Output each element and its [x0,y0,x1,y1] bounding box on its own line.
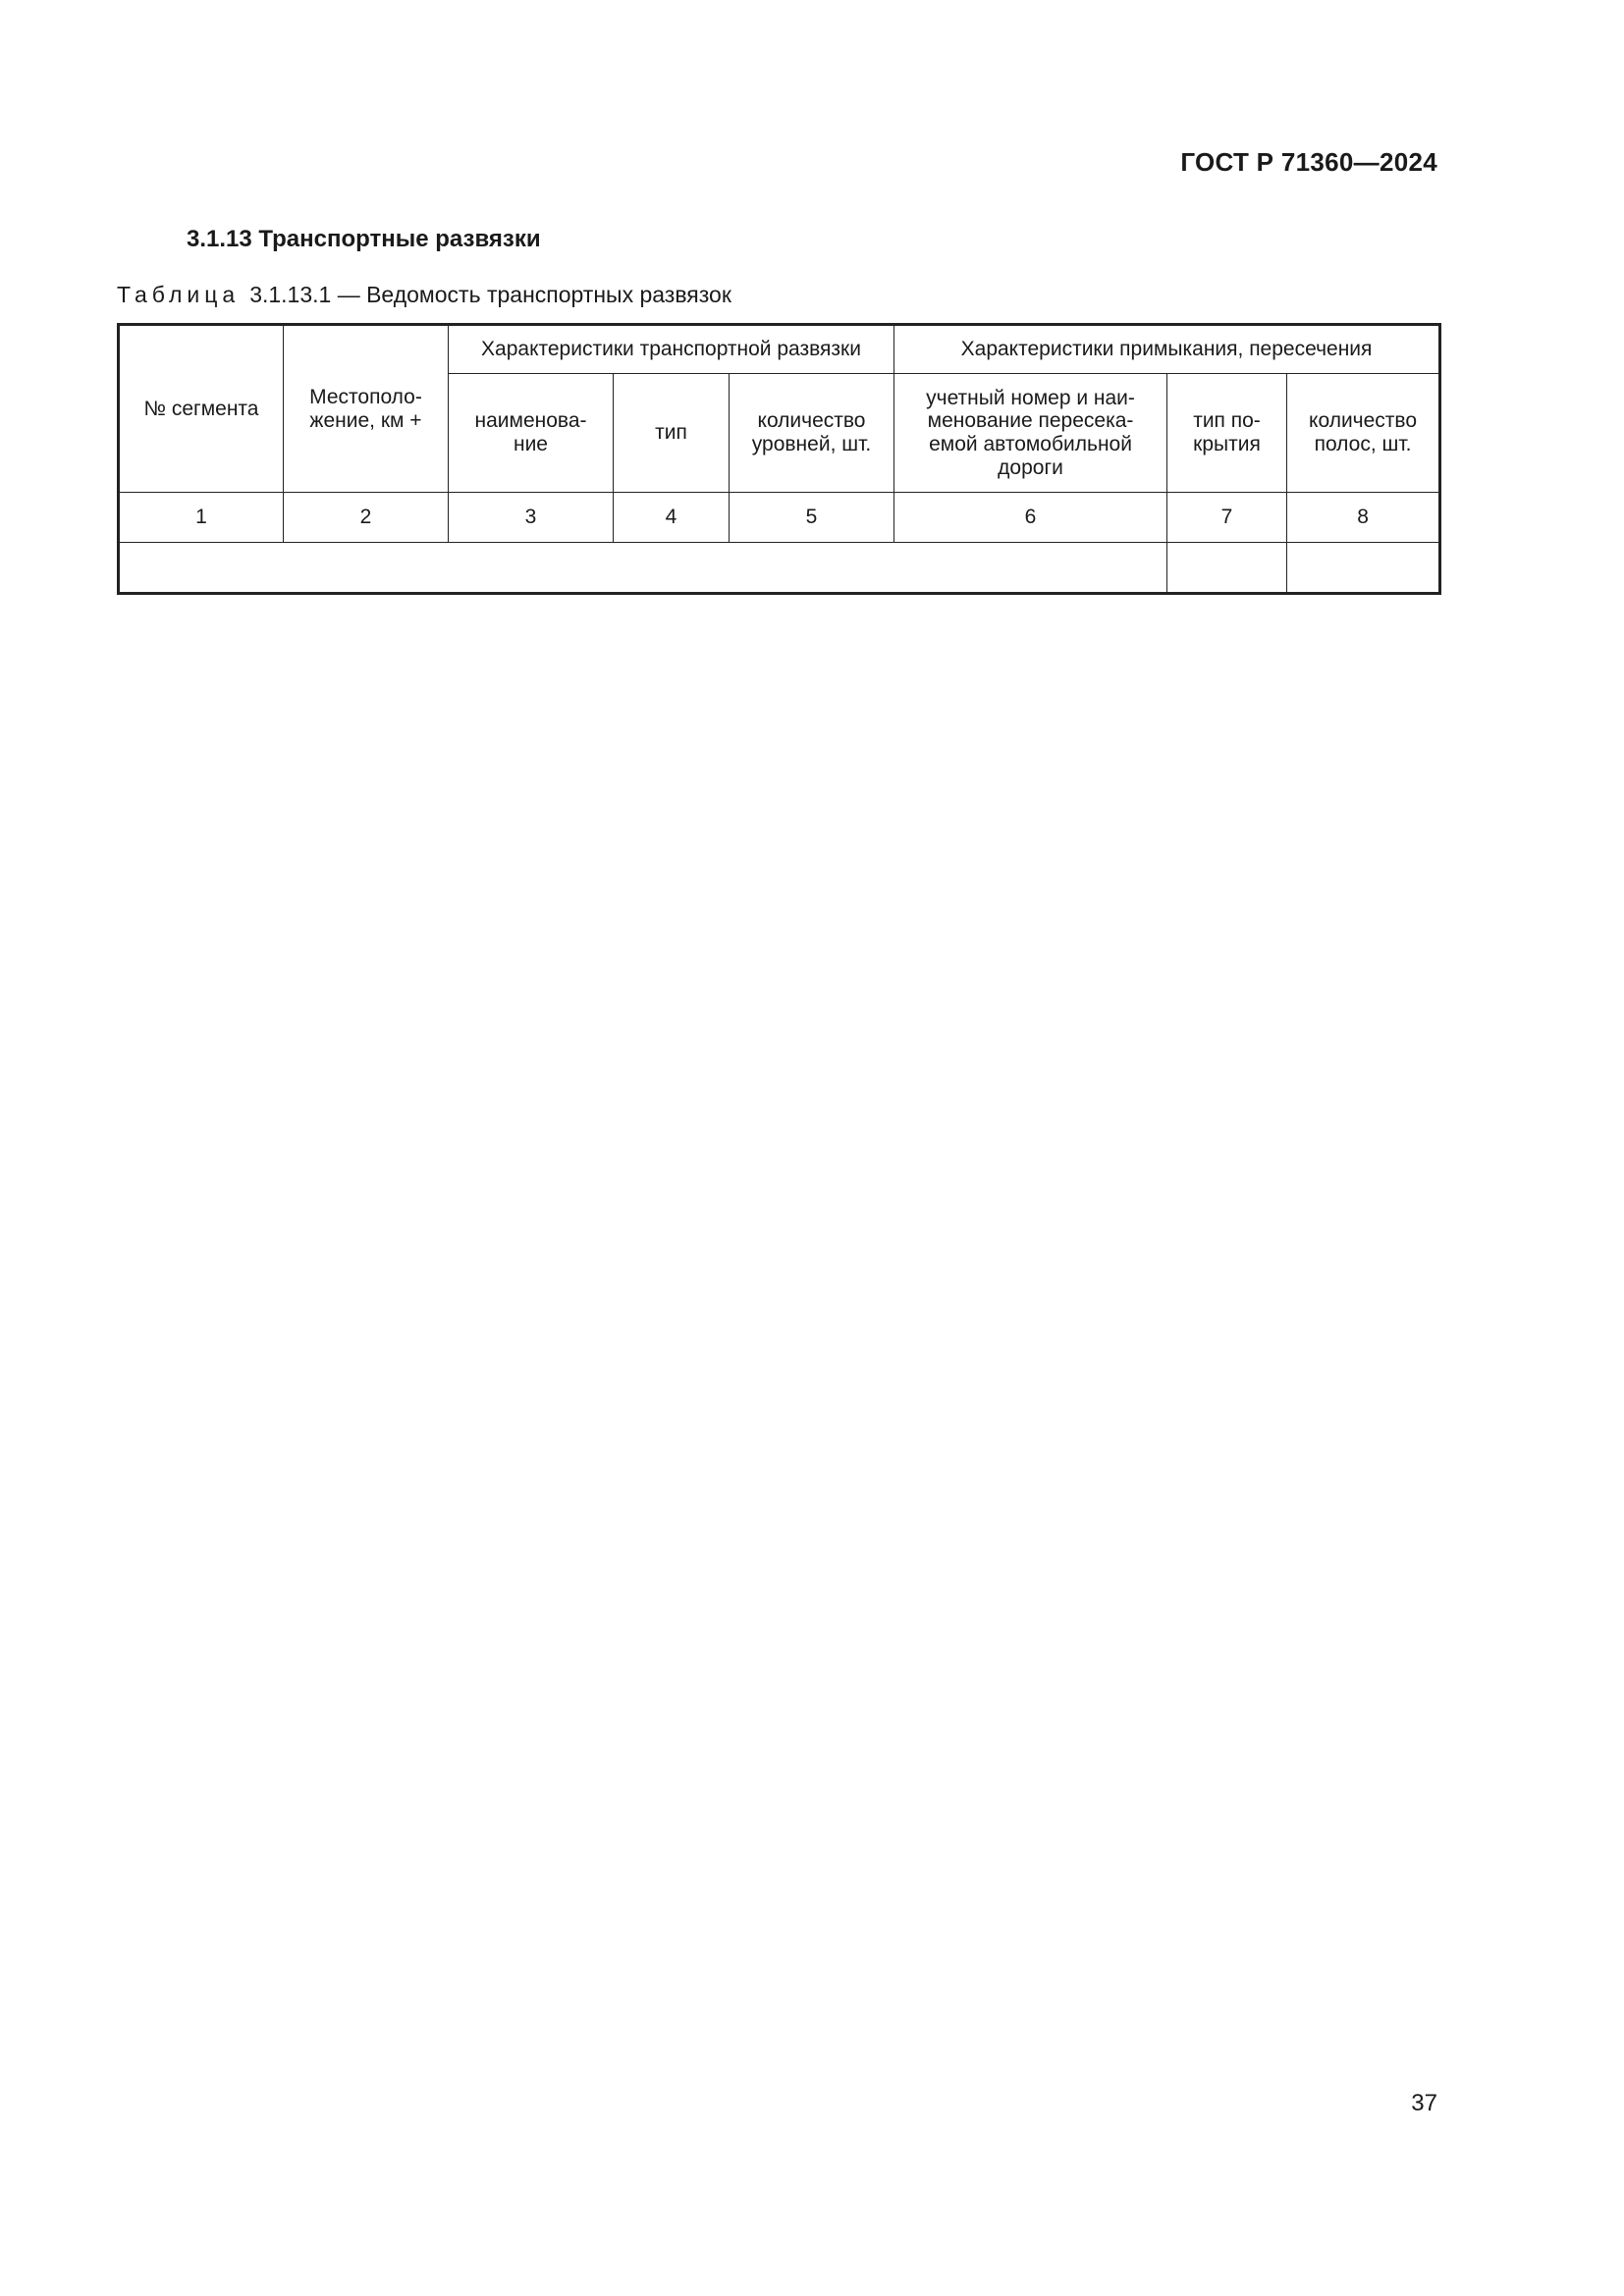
column-number: 6 [894,493,1167,543]
column-number: 1 [119,493,284,543]
column-number: 8 [1287,493,1440,543]
header-surface-line2: крытия [1193,433,1261,455]
column-number-row [119,493,1440,543]
column-number: 2 [284,493,449,543]
table-header-row [119,325,1440,374]
header-name-line1: наименова- [474,409,587,433]
column-number: 4 [614,493,730,543]
header-group-junction: Характеристики примыкания, пересечения [894,325,1440,374]
header-road-id-line4: дороги [998,455,1063,479]
column-number: 5 [730,493,894,543]
header-surface-line1: тип по- [1193,409,1261,433]
interchange-table [117,323,1441,595]
header-name [449,374,614,493]
empty-cell [1167,543,1287,594]
table-caption-word: Таблица [117,282,241,307]
header-location [284,325,449,493]
header-levels [730,374,894,493]
column-number: 3 [449,493,614,543]
header-location-line2: жение, км + [309,408,422,432]
header-levels-line2: уровней, шт. [751,433,872,455]
empty-cell [1287,543,1440,594]
column-number: 7 [1167,493,1287,543]
table-caption-text: 3.1.13.1 — Ведомость транспортных развязок [249,282,731,307]
header-lanes-line1: количество [1309,409,1418,433]
page-number: 37 [1411,2090,1437,2116]
header-name-line2: ние [513,433,548,455]
header-lanes-line2: полос, шт. [1314,433,1412,455]
header-road-id-line2: менование пересека- [927,409,1134,433]
empty-cell [119,543,1167,594]
empty-data-row [119,543,1440,594]
header-group-interchange: Характеристики транспортной развязки [449,325,894,374]
header-levels-line1: количество [757,409,866,433]
table-caption [117,282,731,308]
header-road-id-line1: учетный номер и наи- [926,386,1135,409]
header-road-id-line3: емой автомобильной [929,433,1132,455]
document-code: ГОСТ Р 71360—2024 [1180,147,1437,177]
section-title: 3.1.13 Транспортные развязки [187,226,541,252]
header-road-id [894,374,1167,493]
header-type: тип [614,374,730,493]
header-location-line1: Местополо- [309,385,422,408]
header-segment: № сегмента [119,325,284,493]
header-lanes [1287,374,1440,493]
header-surface [1167,374,1287,493]
